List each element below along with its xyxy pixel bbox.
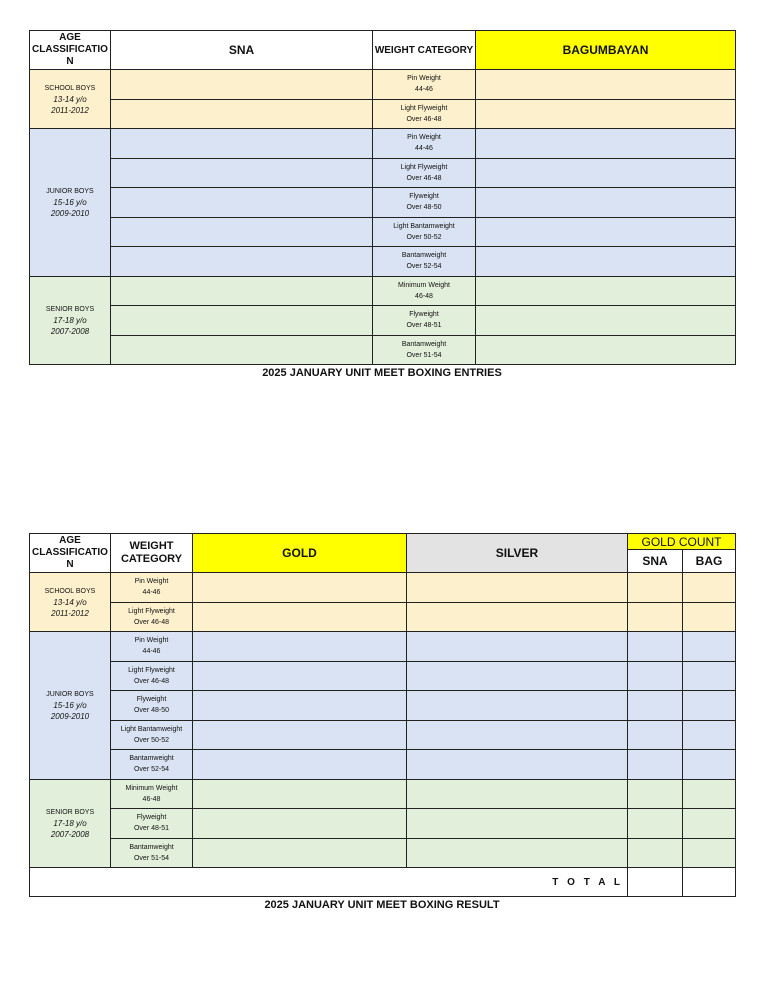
gold-winner-cell[interactable] — [193, 750, 407, 780]
results-row — [30, 661, 736, 691]
weight-category-name: Pin Weight — [134, 578, 169, 586]
gold-count-sna-cell[interactable] — [628, 838, 683, 868]
results-row — [30, 750, 736, 780]
weight-category-cell — [373, 335, 476, 365]
weight-category-name: Flyweight — [409, 193, 439, 201]
silver-winner-cell[interactable] — [407, 691, 628, 721]
entries-row — [30, 99, 736, 129]
entries-row — [30, 188, 736, 218]
weight-range: Over 48-51 — [133, 825, 170, 833]
sna-entry-cell[interactable] — [111, 158, 373, 188]
weight-range: 46-48 — [415, 292, 433, 300]
gold-count-sna-cell[interactable] — [628, 809, 683, 839]
weight-range: 44-46 — [142, 648, 161, 656]
age-group-name: JUNIOR BOYS — [46, 690, 94, 698]
age-range: 13-14 y/o — [53, 597, 87, 607]
gold-count-bag-cell[interactable] — [683, 661, 736, 691]
sna-entry-cell[interactable] — [111, 306, 373, 336]
birth-years: 2009-2010 — [50, 208, 90, 218]
age-group-name: SCHOOL BOYS — [44, 587, 96, 595]
gold-winner-cell[interactable] — [193, 602, 407, 632]
gold-count-bag-cell[interactable] — [683, 632, 736, 662]
weight-category-name: Minimum Weight — [125, 784, 178, 792]
age-range: 13-14 y/o — [53, 94, 87, 104]
weight-category-cell — [111, 661, 193, 691]
weight-category-name: Bantamweight — [129, 843, 174, 851]
birth-years: 2011-2012 — [51, 608, 89, 618]
birth-years: 2011-2012 — [51, 105, 89, 115]
weight-category-cell — [111, 602, 193, 632]
entries-row — [30, 70, 736, 100]
results-row — [30, 779, 736, 809]
weight-category-cell — [373, 217, 476, 247]
silver-winner-cell[interactable] — [407, 750, 628, 780]
bagumbayan-entry-cell[interactable] — [476, 99, 736, 129]
gold-count-bag-header: BAG — [683, 550, 736, 573]
gold-count-sna-header: SNA — [628, 550, 683, 573]
gold-winner-cell[interactable] — [193, 632, 407, 662]
gold-count-sna-cell[interactable] — [628, 750, 683, 780]
gold-winner-cell[interactable] — [193, 691, 407, 721]
weight-category-cell — [373, 70, 476, 100]
weight-category-name: Flyweight — [136, 814, 167, 822]
gold-count-sna-cell[interactable] — [628, 661, 683, 691]
age-classification-cell — [30, 632, 111, 780]
age-classification-cell — [30, 70, 111, 129]
gold-winner-cell[interactable] — [193, 720, 407, 750]
silver-winner-cell[interactable] — [407, 602, 628, 632]
gold-winner-cell[interactable] — [193, 573, 407, 603]
weight-category-name: Light Bantamweight — [120, 725, 183, 733]
entries-row — [30, 217, 736, 247]
weight-range: 44-46 — [415, 86, 433, 94]
weight-range: Over 46-48 — [133, 677, 170, 685]
weight-range: 44-46 — [415, 145, 433, 153]
gold-count-sna-cell[interactable] — [628, 573, 683, 603]
gold-count-bag-cell[interactable] — [683, 838, 736, 868]
weight-category-cell — [373, 99, 476, 129]
silver-winner-cell[interactable] — [407, 661, 628, 691]
weight-category-cell — [111, 573, 193, 603]
age-classification-cell — [30, 129, 111, 277]
entries-row — [30, 335, 736, 365]
sna-entry-cell[interactable] — [111, 276, 373, 306]
bagumbayan-entry-cell[interactable] — [476, 276, 736, 306]
age-classification-cell — [30, 779, 111, 868]
weight-category-name: Minimum Weight — [398, 281, 450, 289]
weight-range: Over 50-52 — [133, 736, 170, 744]
entries-row — [30, 129, 736, 159]
results-row — [30, 632, 736, 662]
gold-count-bag-cell[interactable] — [683, 750, 736, 780]
total-label: T O T A L — [30, 868, 628, 897]
birth-years: 2007-2008 — [50, 326, 90, 336]
weight-range: Over 51-54 — [133, 854, 170, 862]
bagumbayan-header: BAGUMBAYAN — [476, 31, 736, 70]
sna-entry-cell[interactable] — [111, 247, 373, 277]
weight-category-name: Pin Weight — [134, 637, 169, 645]
gold-winner-cell[interactable] — [193, 779, 407, 809]
gold-count-header: GOLD COUNT — [628, 534, 736, 550]
results-caption: 2025 JANUARY UNIT MEET BOXING RESULT — [264, 899, 500, 911]
bagumbayan-entry-cell[interactable] — [476, 217, 736, 247]
weight-category-name: Bantamweight — [401, 252, 447, 260]
entries-row — [30, 158, 736, 188]
age-classification-cell — [30, 573, 111, 632]
entries-caption: 2025 JANUARY UNIT MEET BOXING ENTRIES — [262, 367, 502, 379]
age-range: 15-16 y/o — [53, 700, 87, 710]
weight-category-name: Bantamweight — [129, 755, 174, 763]
gold-count-sna-cell[interactable] — [628, 602, 683, 632]
weight-category-header: WEIGHT CATEGORY — [111, 534, 193, 573]
weight-range: Over 48-51 — [406, 322, 442, 330]
silver-winner-cell[interactable] — [407, 632, 628, 662]
silver-winner-cell[interactable] — [407, 809, 628, 839]
silver-winner-cell[interactable] — [407, 573, 628, 603]
gold-count-sna-cell[interactable] — [628, 779, 683, 809]
age-group-name: SCHOOL BOYS — [44, 84, 96, 92]
weight-range: Over 51-54 — [406, 351, 442, 359]
bagumbayan-entry-cell[interactable] — [476, 70, 736, 100]
weight-range: 44-46 — [142, 589, 161, 597]
silver-winner-cell[interactable] — [407, 779, 628, 809]
weight-category-cell — [111, 779, 193, 809]
entries-row — [30, 306, 736, 336]
weight-category-cell — [373, 247, 476, 277]
gold-winner-cell[interactable] — [193, 838, 407, 868]
weight-category-cell — [111, 838, 193, 868]
weight-category-name: Flyweight — [409, 311, 439, 319]
weight-category-name: Light Flyweight — [128, 607, 175, 615]
weight-category-cell — [373, 306, 476, 336]
age-classification-header: AGE CLASSIFICATIO N — [30, 31, 111, 70]
sna-entry-cell[interactable] — [111, 335, 373, 365]
weight-category-cell — [111, 691, 193, 721]
weight-category-name: Pin Weight — [407, 75, 441, 83]
weight-category-name: Flyweight — [136, 696, 167, 704]
weight-range: Over 46-48 — [406, 115, 442, 123]
bagumbayan-entry-cell[interactable] — [476, 158, 736, 188]
entries-row — [30, 247, 736, 277]
weight-category-cell — [111, 750, 193, 780]
gold-header: GOLD — [193, 534, 407, 573]
sna-entry-cell[interactable] — [111, 99, 373, 129]
results-row — [30, 720, 736, 750]
sna-header: SNA — [111, 31, 373, 70]
weight-category-cell — [373, 158, 476, 188]
weight-category-cell — [111, 632, 193, 662]
gold-winner-cell[interactable] — [193, 809, 407, 839]
gold-count-sna-cell[interactable] — [628, 720, 683, 750]
weight-range: Over 46-48 — [406, 174, 442, 182]
silver-header: SILVER — [407, 534, 628, 573]
gold-count-bag-cell[interactable] — [683, 720, 736, 750]
age-classification-cell — [30, 276, 111, 365]
entries-row — [30, 276, 736, 306]
weight-category-name: Pin Weight — [407, 134, 441, 142]
sna-entry-cell[interactable] — [111, 217, 373, 247]
weight-category-name: Light Bantamweight — [393, 222, 455, 230]
bagumbayan-entry-cell[interactable] — [476, 188, 736, 218]
total-sna-cell[interactable] — [628, 868, 683, 897]
age-group-name: SENIOR BOYS — [45, 305, 95, 313]
total-bag-cell[interactable] — [683, 868, 736, 897]
silver-winner-cell[interactable] — [407, 838, 628, 868]
sna-entry-cell[interactable] — [111, 188, 373, 218]
birth-years: 2009-2010 — [50, 711, 90, 721]
weight-category-cell — [111, 720, 193, 750]
gold-count-bag-cell[interactable] — [683, 602, 736, 632]
age-range: 15-16 y/o — [53, 197, 87, 207]
gold-count-bag-cell[interactable] — [683, 573, 736, 603]
age-range: 17-18 y/o — [53, 315, 87, 325]
age-range: 17-18 y/o — [53, 818, 87, 828]
weight-category-name: Light Flyweight — [400, 163, 448, 171]
weight-range: Over 48-50 — [133, 707, 170, 715]
weight-category-cell — [373, 276, 476, 306]
weight-category-cell — [373, 188, 476, 218]
sna-entry-cell[interactable] — [111, 129, 373, 159]
weight-category-name: Light Flyweight — [128, 666, 175, 674]
weight-range: Over 52-54 — [406, 263, 442, 271]
results-row — [30, 809, 736, 839]
gold-count-sna-cell[interactable] — [628, 632, 683, 662]
bagumbayan-entry-cell[interactable] — [476, 335, 736, 365]
results-row — [30, 573, 736, 603]
gold-count-sna-cell[interactable] — [628, 691, 683, 721]
gold-count-bag-cell[interactable] — [683, 691, 736, 721]
weight-category-name: Light Flyweight — [400, 104, 448, 112]
weight-range: Over 52-54 — [133, 766, 170, 774]
weight-category-name: Bantamweight — [401, 340, 447, 348]
bagumbayan-entry-cell[interactable] — [476, 306, 736, 336]
results-row — [30, 838, 736, 868]
results-row — [30, 602, 736, 632]
results-table — [29, 533, 736, 897]
weight-range: Over 46-48 — [133, 618, 170, 626]
gold-winner-cell[interactable] — [193, 661, 407, 691]
entries-table — [29, 30, 736, 365]
weight-range: Over 48-50 — [406, 204, 442, 212]
weight-category-cell — [373, 129, 476, 159]
age-group-name: SENIOR BOYS — [45, 808, 95, 816]
weight-category-cell — [111, 809, 193, 839]
silver-winner-cell[interactable] — [407, 720, 628, 750]
bagumbayan-entry-cell[interactable] — [476, 129, 736, 159]
results-row — [30, 691, 736, 721]
weight-category-header: WEIGHT CATEGORY — [373, 31, 476, 70]
gold-count-bag-cell[interactable] — [683, 809, 736, 839]
bagumbayan-entry-cell[interactable] — [476, 247, 736, 277]
sna-entry-cell[interactable] — [111, 70, 373, 100]
birth-years: 2007-2008 — [50, 829, 90, 839]
weight-range: Over 50-52 — [406, 233, 442, 241]
weight-range: 46-48 — [142, 795, 161, 803]
total-row — [30, 868, 736, 897]
age-classification-header: AGE CLASSIFICATIO N — [30, 534, 111, 573]
gold-count-bag-cell[interactable] — [683, 779, 736, 809]
age-group-name: JUNIOR BOYS — [46, 187, 94, 195]
